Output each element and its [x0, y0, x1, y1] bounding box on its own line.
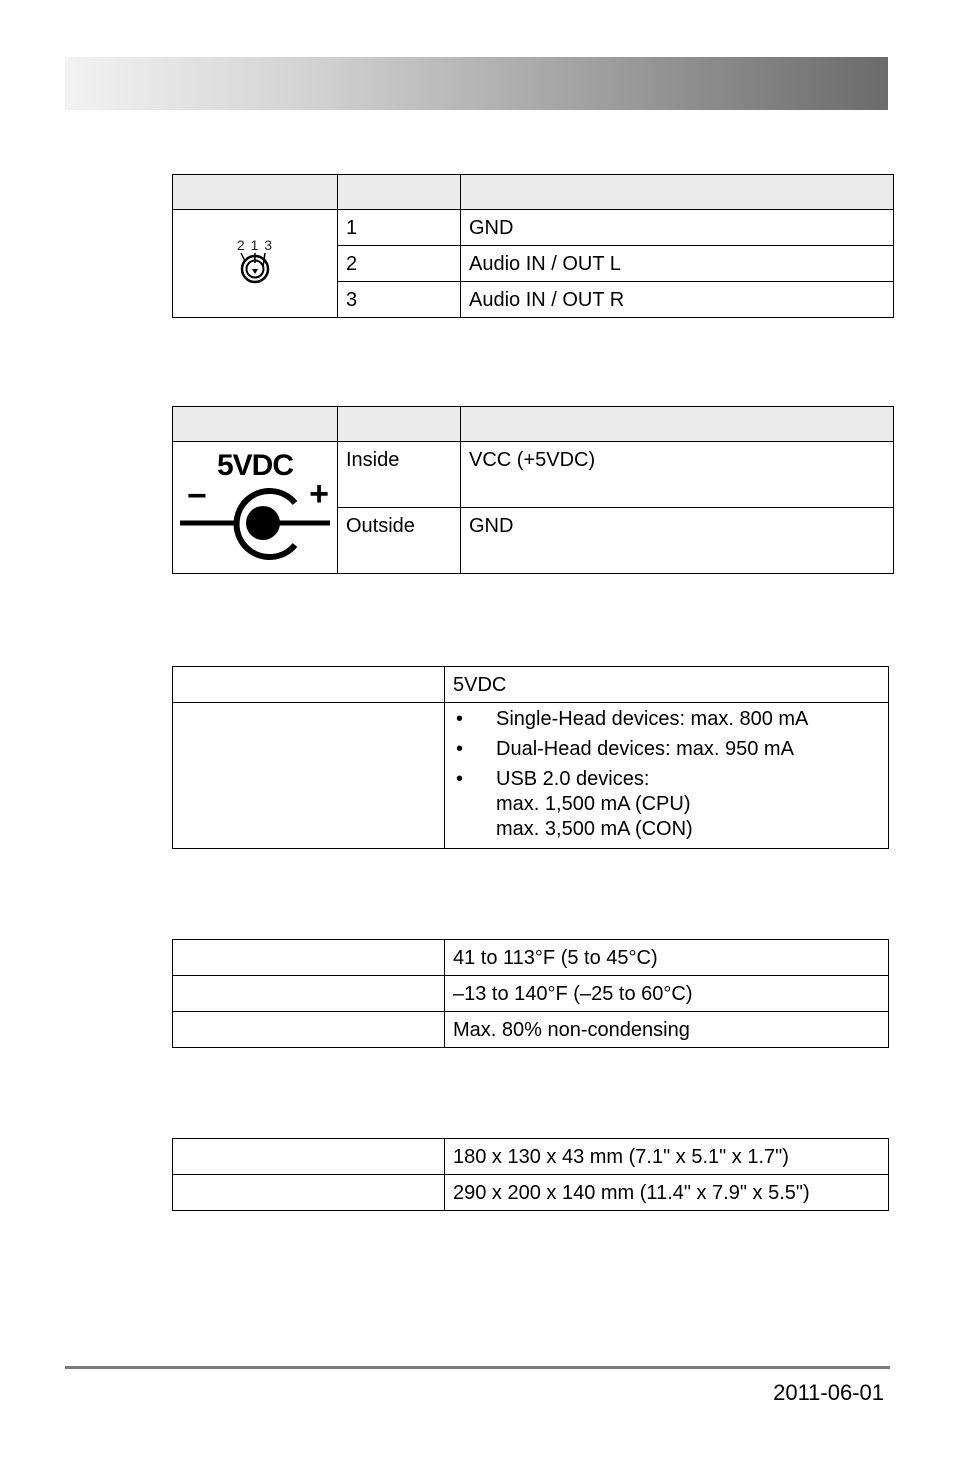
- power-pinout-table: [172, 406, 894, 574]
- footer-date: 2011-06-01: [773, 1380, 884, 1405]
- environment-table: [172, 939, 889, 1048]
- pin-signal: GND: [469, 217, 514, 239]
- pin-signal: GND: [469, 515, 514, 537]
- audio-pinout-table: [172, 174, 894, 318]
- env-value: –13 to 140°F (–25 to 60°C): [453, 983, 693, 1005]
- pin-number: Inside: [346, 449, 400, 471]
- table-row: [173, 667, 889, 703]
- table-header-row: [173, 175, 894, 210]
- audio-jack-icon: [235, 253, 275, 287]
- power-supply-table: [172, 666, 889, 849]
- pin-number: 3: [346, 289, 358, 311]
- table-row: [173, 210, 894, 246]
- pin-number: 1: [346, 217, 358, 239]
- list-item: • USB 2.0 devices: max. 1,500 mA (CPU) max. 3,500 mA (CON): [453, 767, 880, 842]
- pin-number: Outside: [346, 515, 415, 537]
- list-item: • Single-Head devices: max. 800 mA: [453, 707, 880, 732]
- table-row: [173, 1139, 889, 1175]
- table-row: [173, 442, 894, 508]
- list-item: • Dual-Head devices: max. 950 mA: [453, 737, 880, 762]
- power-polarity-icon-cell: [173, 442, 338, 574]
- table-row: [173, 1175, 889, 1211]
- minus-sign: −: [187, 476, 207, 515]
- env-value: Max. 80% non-condensing: [453, 1019, 690, 1041]
- table-row: [173, 940, 889, 976]
- footer-divider: [65, 1366, 890, 1369]
- table-header-row: [173, 407, 894, 442]
- dimension-value: 180 x 130 x 43 mm (7.1" x 5.1" x 1.7"): [453, 1146, 789, 1168]
- pin-signal: Audio IN / OUT R: [469, 289, 625, 311]
- env-value: 41 to 113°F (5 to 45°C): [453, 947, 658, 969]
- pin-signal: Audio IN / OUT L: [469, 253, 621, 275]
- power-voltage-label: 5VDC: [216, 448, 294, 482]
- pin-signal: VCC (+5VDC): [469, 449, 596, 471]
- table-row: [173, 1012, 889, 1048]
- dimension-value: 290 x 200 x 140 mm (11.4" x 7.9" x 5.5"): [453, 1182, 810, 1204]
- table-row: [173, 703, 889, 849]
- dimensions-table: [172, 1138, 889, 1211]
- pin-number: 2: [346, 253, 358, 275]
- table-row: [173, 976, 889, 1012]
- header-bar: [65, 57, 888, 110]
- voltage-value: 5VDC: [453, 674, 507, 696]
- current-list: [445, 703, 888, 848]
- audio-jack-icon-cell: [173, 210, 338, 318]
- plus-sign: +: [309, 474, 329, 513]
- audio-pin-labels: 2 1 3: [236, 236, 274, 253]
- dc-polarity-icon: [177, 483, 333, 569]
